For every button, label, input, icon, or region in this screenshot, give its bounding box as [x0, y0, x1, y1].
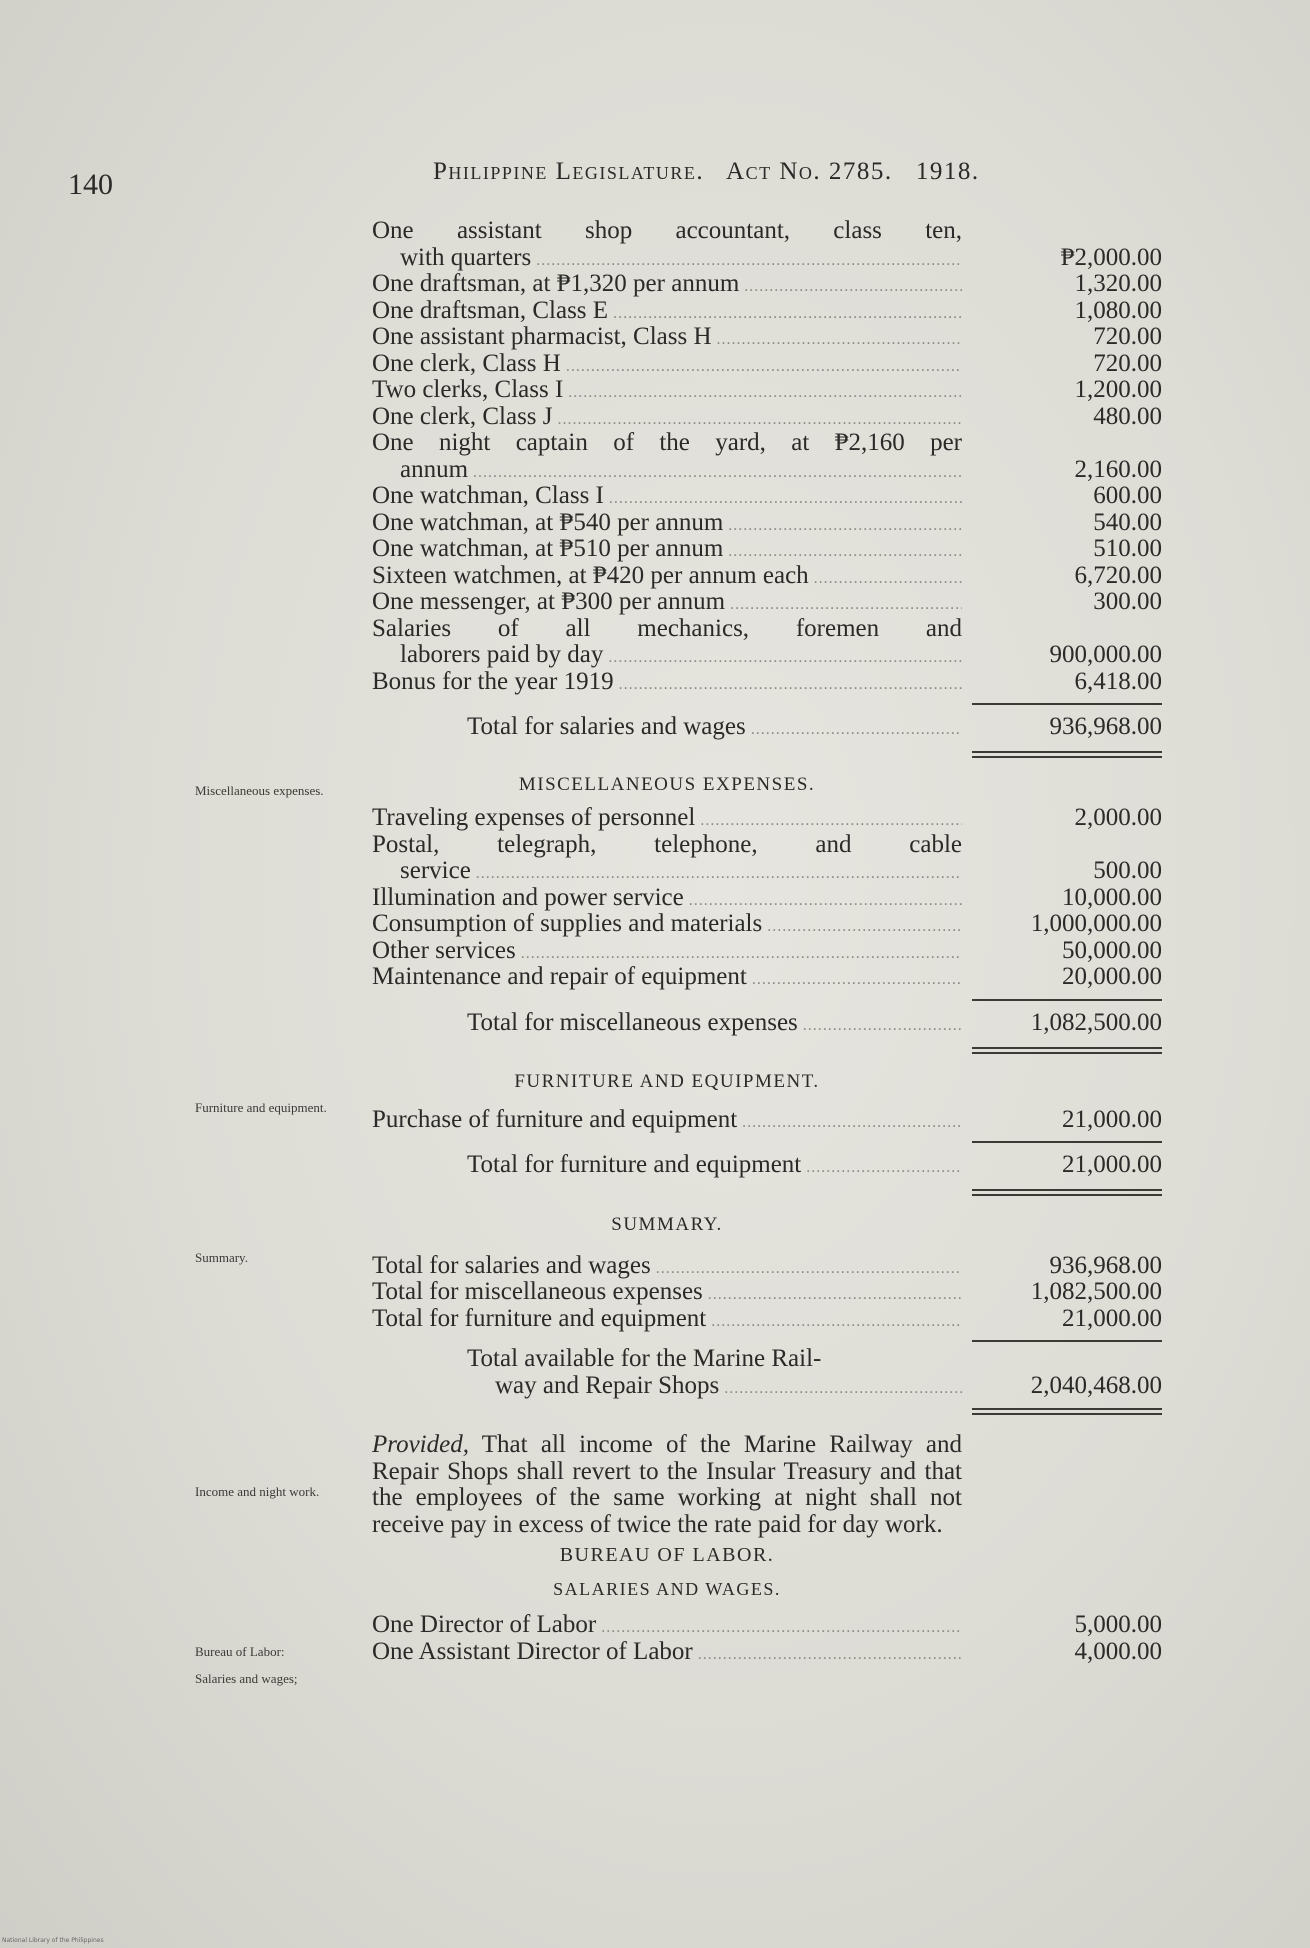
rule [972, 1340, 1162, 1342]
misc-row: Illumination and power service ..... 10,000.00 [372, 885, 1162, 912]
summary-row: Total for salaries and wages ..... 936,968.00 [372, 1253, 1162, 1280]
main-column [372, 218, 1162, 1665]
proviso-paragraph [372, 1432, 962, 1538]
furniture-row: Purchase of furniture and equipment ..... 21,000.00 [372, 1103, 1162, 1137]
running-header [433, 158, 980, 186]
summary-heading: SUMMARY. [611, 1213, 723, 1235]
misc-row: Other services ..... 50,000.00 [372, 938, 1162, 965]
furniture-total-row: Total for furniture and equipment ..... 21,000.00 [372, 1145, 1162, 1185]
salary-row: One messenger, at ₱300 per annum ..... 300.00 [372, 589, 1162, 616]
misc-heading: MISCELLANEOUS EXPENSES. [518, 774, 816, 795]
misc-row: Consumption of supplies and materials ..... 1,000,000.00 [372, 911, 1162, 938]
rule [972, 1141, 1162, 1143]
double-rule [972, 1047, 1162, 1054]
header-year: 1918. [915, 158, 980, 185]
side-note-misc: Miscellaneous expenses. [195, 783, 324, 798]
salary-row: One watchman, at ₱540 per annum ..... 540.00 [372, 510, 1162, 537]
bureau-row: One Assistant Director of Labor ..... 4,000.00 [372, 1639, 1162, 1666]
rule [972, 999, 1162, 1001]
double-rule [972, 1189, 1162, 1196]
summary-total-row: Total available for the Marine Rail- way and Repair Shops ..... 2,040,468.00 [372, 1346, 1162, 1402]
side-note-income: Income and night work. [195, 1484, 320, 1499]
salaries-total-row: Total for salaries and wages ..... 936,968.00 [372, 707, 1162, 747]
bureau-heading: BUREAU OF LABOR. [559, 1544, 775, 1566]
summary-row: Total for furniture and equipment ..... 21,000.00 [372, 1306, 1162, 1333]
salary-row: One draftsman, at ₱1,320 per annum ..... 1,320.00 [372, 271, 1162, 298]
side-note-bureau: Bureau of Labor: [195, 1644, 285, 1659]
misc-row: Traveling expenses of personnel ..... 2,000.00 [372, 805, 1162, 832]
proviso-lead: Provided, [372, 1431, 469, 1458]
salary-row: Bonus for the year 1919 ..... 6,418.00 [372, 669, 1162, 696]
salary-row: One watchman, Class I ..... 600.00 [372, 483, 1162, 510]
salary-row: Sixteen watchmen, at ₱420 per annum each ..... 6,720.00 [372, 563, 1162, 590]
bureau-subheading: SALARIES AND WAGES. [553, 1579, 781, 1599]
proviso-text: That all income of the Marine Railway and Repair Shops shall revert to the Insular Treasury and that the employees of the same working at night shall not receive pay in excess of twice the rate paid for day work. [372, 1431, 962, 1538]
double-rule [972, 751, 1162, 758]
header-act: Act No. 2785. [726, 158, 893, 185]
salary-amount: ₱2,000.00 [1060, 243, 1162, 271]
salary-row: One watchman, at ₱510 per annum ..... 510.00 [372, 536, 1162, 563]
side-note-summary: Summary. [195, 1250, 248, 1265]
misc-total-row: Total for miscellaneous expenses ..... 1,082,500.00 [372, 1003, 1162, 1043]
footer-note: National Library of the Philippines [2, 1937, 104, 1944]
salary-row: One assistant pharmacist, Class H ..... 720.00 [372, 324, 1162, 351]
misc-row: Maintenance and repair of equipment ..... 20,000.00 [372, 964, 1162, 991]
furniture-heading: FURNITURE AND EQUIPMENT. [514, 1070, 820, 1092]
page-number: 140 [68, 168, 113, 201]
rule [972, 703, 1162, 705]
misc-row: Postal, telegraph, telephone, and cable service ..... 500.00 [372, 832, 1162, 885]
side-note-salaries: Salaries and wages; [195, 1671, 298, 1686]
header-title: Philippine Legislature. [433, 158, 705, 185]
salary-row: One draftsman, Class E ..... 1,080.00 [372, 298, 1162, 325]
bureau-row: One Director of Labor ..... 5,000.00 [372, 1612, 1162, 1639]
salary-row: Two clerks, Class I ..... 1,200.00 [372, 377, 1162, 404]
side-note-furniture: Furniture and equipment. [195, 1100, 327, 1115]
salary-row: One assistant shop accountant, class ten, with quarters ..... ₱2,000.00 [372, 218, 1162, 271]
double-rule [972, 1408, 1162, 1415]
salary-row: One clerk, Class H ..... 720.00 [372, 351, 1162, 378]
salary-row: One night captain of the yard, at ₱2,160 per annum ..... 2,160.00 [372, 430, 1162, 483]
salary-row: Salaries of all mechanics, foremen and laborers paid by day ..... 900,000.00 [372, 616, 1162, 669]
salary-row: One clerk, Class J ..... 480.00 [372, 404, 1162, 431]
summary-row: Total for miscellaneous expenses ..... 1,082,500.00 [372, 1279, 1162, 1306]
